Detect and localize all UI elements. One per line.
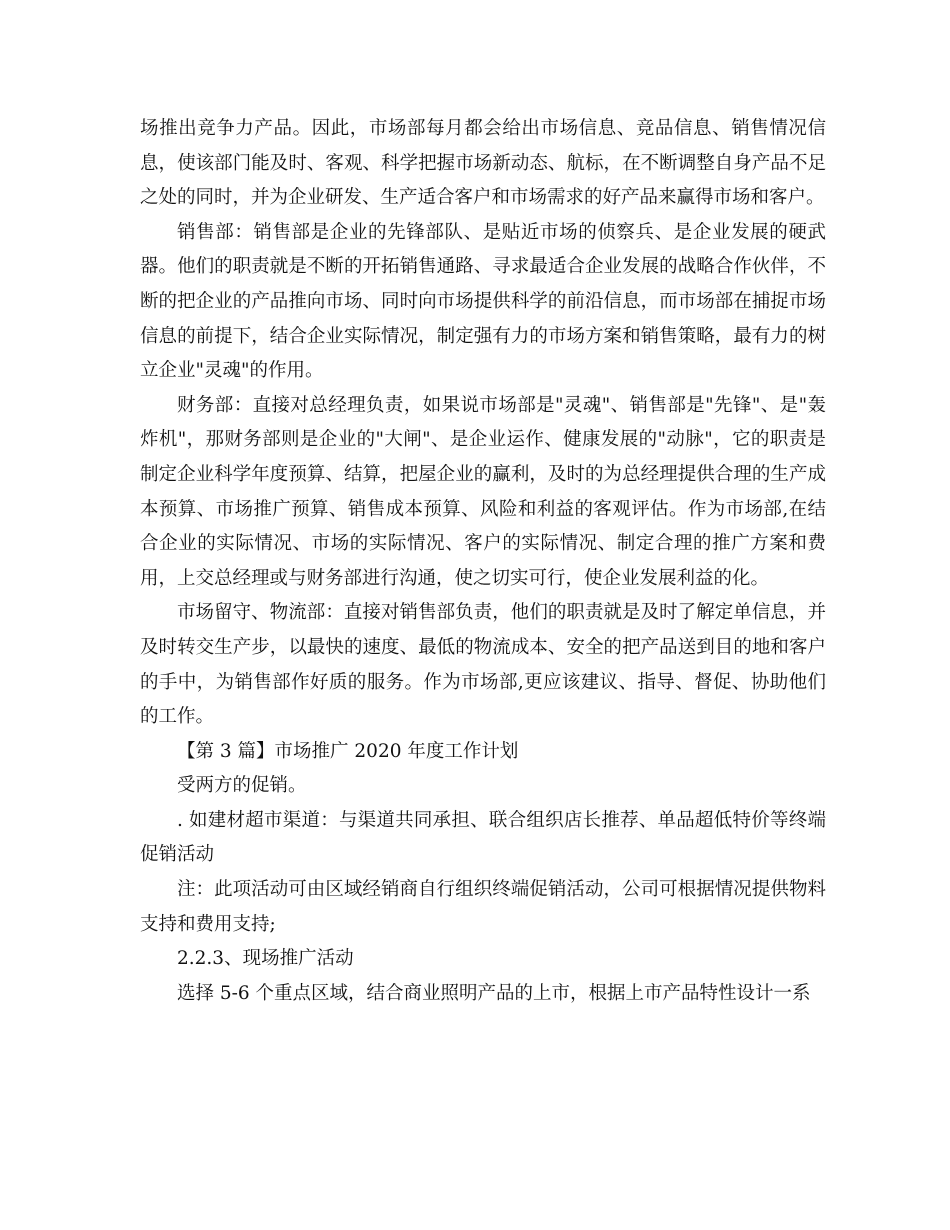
paragraph-finance-dept: 财务部：直接对总经理负责，如果说市场部是"灵魂"、销售部是"先锋"、是"轰炸机"，那财务部则是企业的"大闸"、是企业运作、健康发展的"动脉"，它的职责是制定企业科学年度预算、结算，把屋企业的赢利，及时的为总经理提供合理的生产成本预算、市场推广预算、销售成本预算、风险和利益的客观评估。作为市场部,在结合企业的实际情况、市场的实际情况、客户的实际情况、制定合理的推广方案和费用，上交总经理或与财务部进行沟通，使之切实可行，使企业发展利益的化。 bbox=[140, 394, 826, 589]
paragraph-market-intro: 场推出竞争力产品。因此，市场部每月都会给出市场信息、竞品信息、销售情况信息，使该部门能及时、客观、科学把握市场新动态、航标，在不断调整自身产品不足之处的同时，并为企业研发、生产适合客户和市场需求的好产品来赢得市场和客户。 bbox=[140, 118, 826, 209]
paragraph-promotion: 受两方的促销。 bbox=[177, 775, 307, 797]
paragraph-channel: . 如建材超市渠道：与渠道共同承担、联合组织店长推荐、单品超低特价等终端促销活动 bbox=[140, 809, 826, 866]
subsection-heading: 2.2.3、现场推广活动 bbox=[177, 948, 354, 970]
section-heading: 【第 3 篇】市场推广 2020 年度工作计划 bbox=[177, 740, 519, 762]
paragraph-onsite: 选择 5-6 个重点区域，结合商业照明产品的上市，根据上市产品特性设计一系 bbox=[177, 982, 811, 1004]
document-page bbox=[140, 112, 826, 1011]
paragraph-sales-dept: 销售部：销售部是企业的先锋部队、是贴近市场的侦察兵、是企业发展的硬武器。他们的职责就是不断的开拓销售通路、寻求最适合企业发展的战略合作伙伴，不断的把企业的产品推向市场、同时向市场提供科学的前沿信息，而市场部在捕捉市场信息的前提下，结合企业实际情况，制定强有力的市场方案和销售策略，最有力的树立企业"灵魂"的作用。 bbox=[140, 221, 826, 382]
paragraph-logistics-dept: 市场留守、物流部：直接对销售部负责，他们的职责就是及时了解定单信息，并及时转交生产步，以最快的速度、最低的物流成本、安全的把产品送到目的地和客户的手中，为销售部作好质的服务。作为市场部,更应该建议、指导、督促、协助他们的工作。 bbox=[140, 602, 826, 728]
paragraph-note: 注：此项活动可由区域经销商自行组织终端促销活动，公司可根据情况提供物料支持和费用支持; bbox=[140, 879, 826, 935]
